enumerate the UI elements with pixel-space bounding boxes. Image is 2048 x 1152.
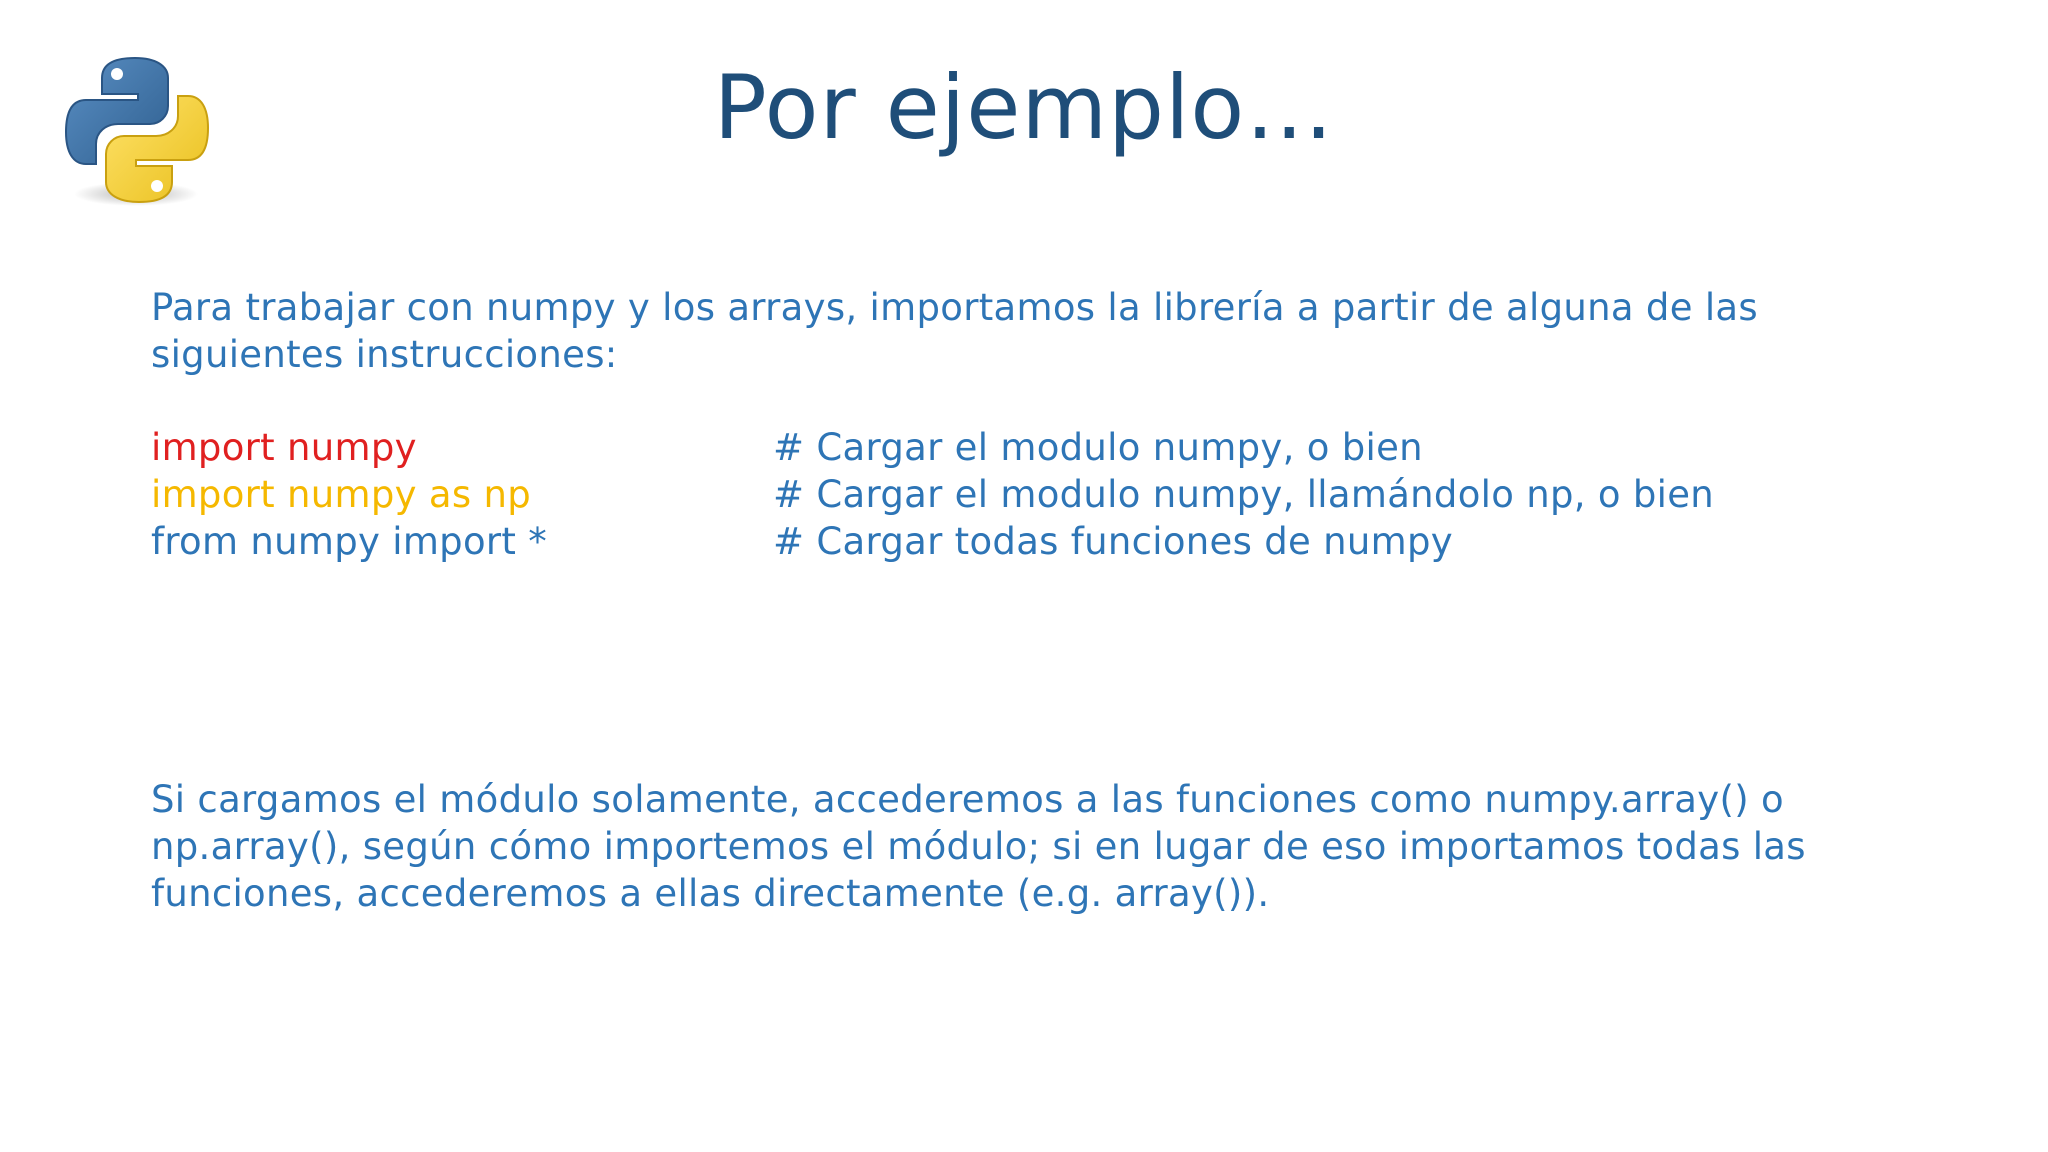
code-text: import numpy as np: [151, 473, 532, 516]
code-text: from numpy import *: [151, 520, 548, 563]
intro-paragraph: Para trabajar con numpy y los arrays, importamos la librería a partir de alguna de las siguientes instrucciones:: [151, 286, 1758, 376]
code-comment: # Cargar el modulo numpy, llamándolo np, o bien: [773, 473, 1715, 516]
slide-title: Por ejemplo…: [713, 56, 1335, 159]
outro-paragraph: Si cargamos el módulo solamente, accederemos a las funciones como numpy.array() o np.array(), según cómo importemos el módulo; si en lugar de eso importamos todas las funciones, accederemos a ellas directamente (e.g. array()).: [151, 778, 1806, 915]
code-comment: # Cargar el modulo numpy, o bien: [773, 426, 1423, 469]
code-comment: # Cargar todas funciones de numpy: [773, 520, 1453, 563]
code-text: import numpy: [151, 426, 417, 469]
